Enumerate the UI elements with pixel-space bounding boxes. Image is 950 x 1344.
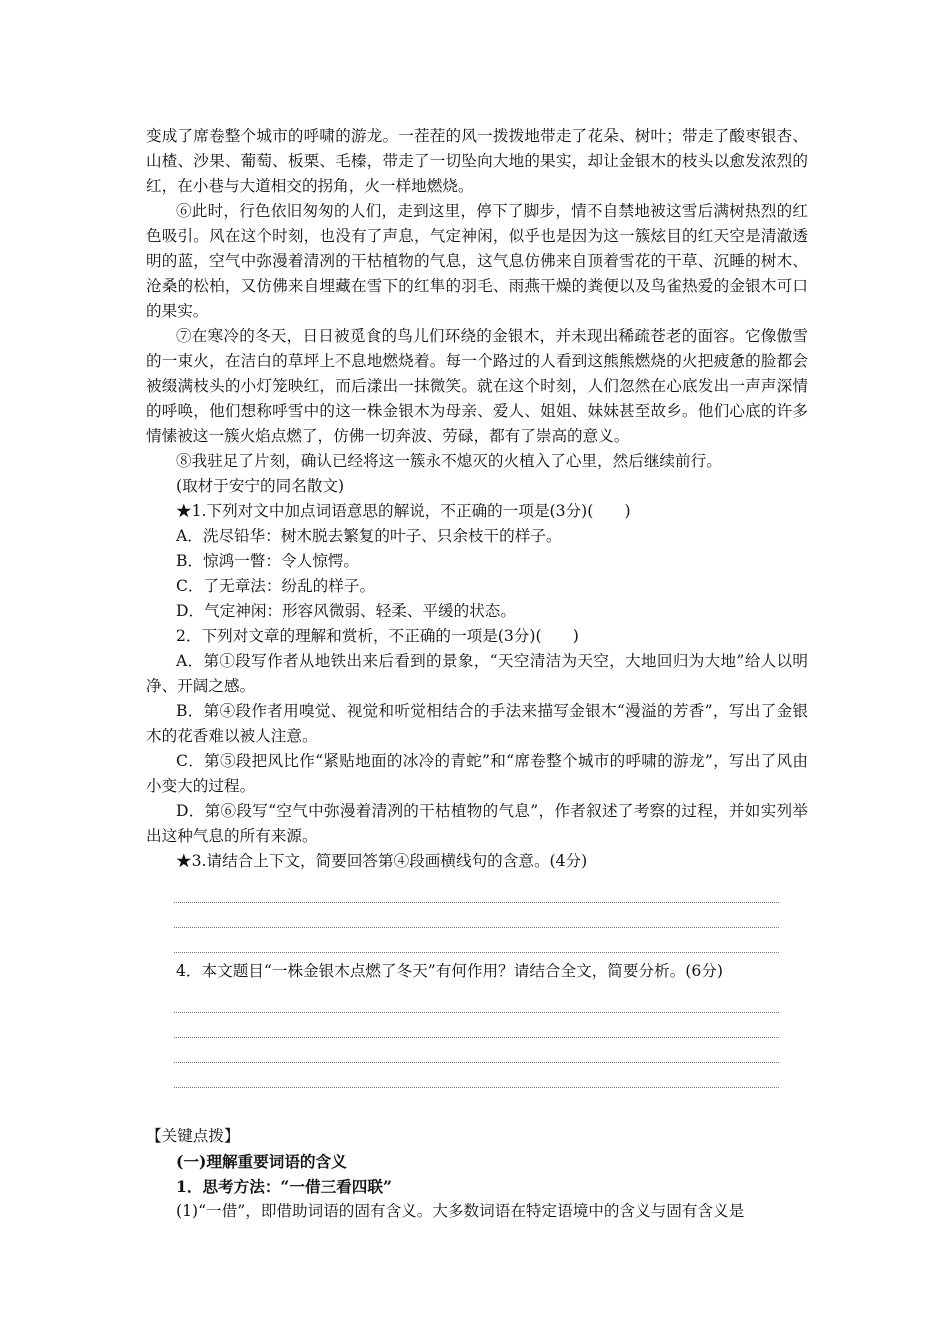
tips-paragraph: (1)“一借”，即借助词语的固有含义。大多数词语在特定语境中的含义与固有含义是 xyxy=(176,1202,745,1220)
question-1-stem: ★1.下列对文中加点词语意思的解说，不正确的一项是(3分)( ) xyxy=(176,502,631,520)
question-1-option-d: D．气定神闲：形容风微弱、轻柔、平缓的状态。 xyxy=(176,602,516,620)
tips-section-title: (一)理解重要词语的含义 xyxy=(176,1152,347,1171)
answer-line[interactable] xyxy=(174,878,779,903)
article-paragraph-8: ⑧我驻足了片刻，确认已经将这一簇永不熄灭的火植入了心里，然后继续前行。 xyxy=(176,452,722,470)
answer-line[interactable] xyxy=(174,1063,779,1088)
question-1-option-a: A．洗尽铅华：树木脱去繁复的叶子、只余枝干的样子。 xyxy=(176,527,562,545)
article-paragraph-7: ⑦在寒冷的冬天，日日被觅食的鸟儿们环绕的金银木，并未现出稀疏苍老的面容。它像傲雪的一束火，在洁白的草坪上不息地燃烧着。每一个路过的人看到这熊熊燃烧的火把疲惫的脸都会被缀满枝头的小灯笼映红，而后漾出一抹微笑。就在这个时刻，人们忽然在心底发出一声声深情的呼唤，他们想称呼雪中的这一株金银木为母亲、爱人、姐姐、妹妹甚至故乡。他们心底的许多情愫被这一簇火焰点燃了，仿佛一切奔波、劳碌，都有了崇高的意义。 xyxy=(146,327,808,445)
answer-line[interactable] xyxy=(174,1038,779,1063)
question-3-stem: ★3.请结合上下文，简要回答第④段画横线句的含意。(4分) xyxy=(176,852,588,870)
answer-line[interactable] xyxy=(174,988,779,1013)
article-paragraph-6: ⑥此时，行色依旧匆匆的人们，走到这里，停下了脚步，情不自禁地被这雪后满树热烈的红色吸引。风在这个时刻，也没有了声息，气定神闲，似乎也是因为这一簇炫目的红天空是清澈透明的蓝，空气中弥漫着清冽的干枯植物的气息，这气息仿佛来自顶着雪花的干草、沉睡的树木、沧桑的松柏，又仿佛来自埋藏在雪下的红隼的羽毛、雨燕干燥的粪便以及鸟雀热爱的金银木可口的果实。 xyxy=(146,202,808,320)
question-4-stem: 4．本文题目“一株金银木点燃了冬天”有何作用？请结合全文，简要分析。(6分) xyxy=(176,962,723,980)
answer-line[interactable] xyxy=(174,903,779,928)
question-1-option-c: C．了无章法：纷乱的样子。 xyxy=(176,577,376,595)
question-2-option-b: B．第④段作者用嗅觉、视觉和听觉相结合的手法来描写金银木“漫溢的芳香”，写出了金银木的花香难以被人注意。 xyxy=(146,702,808,745)
answer-line[interactable] xyxy=(174,1013,779,1038)
question-2-stem: 2．下列对文章的理解和赏析，不正确的一项是(3分)( ) xyxy=(176,627,579,645)
article-paragraph-5-cont: 变成了席卷整个城市的呼啸的游龙。一茬茬的风一拨拨地带走了花朵、树叶；带走了酸枣银杏、山楂、沙果、葡萄、板栗、毛榛，带走了一切坠向大地的果实，却让金银木的枝头以愈发浓烈的红，在小巷与大道相交的拐角，火一样地燃烧。 xyxy=(146,127,808,195)
question-2-option-d: D．第⑥段写“空气中弥漫着清冽的干枯植物的气息”，作者叙述了考察的过程，并如实列举出这种气息的所有来源。 xyxy=(146,802,808,845)
tips-method-title: 1．思考方法：“一借三看四联” xyxy=(176,1177,392,1196)
question-4-answer-area[interactable] xyxy=(146,988,808,1088)
question-3-answer-area[interactable] xyxy=(146,878,808,953)
question-1-option-b: B．惊鸿一瞥：令人惊愕。 xyxy=(176,552,359,570)
answer-line[interactable] xyxy=(174,928,779,953)
question-2-option-c: C．第⑤段把风比作“紧贴地面的冰冷的青蛇”和“席卷整个城市的呼啸的游龙”，写出了风由小变大的过程。 xyxy=(146,752,808,795)
document-content xyxy=(146,124,808,1224)
article-source: (取材于安宁的同名散文) xyxy=(176,477,345,495)
question-2-option-a: A．第①段写作者从地铁出来后看到的景象，“天空清洁为天空，大地回归为大地”给人以明净、开阔之感。 xyxy=(146,652,808,695)
tips-heading: 【关键点拨】 xyxy=(146,1127,240,1145)
